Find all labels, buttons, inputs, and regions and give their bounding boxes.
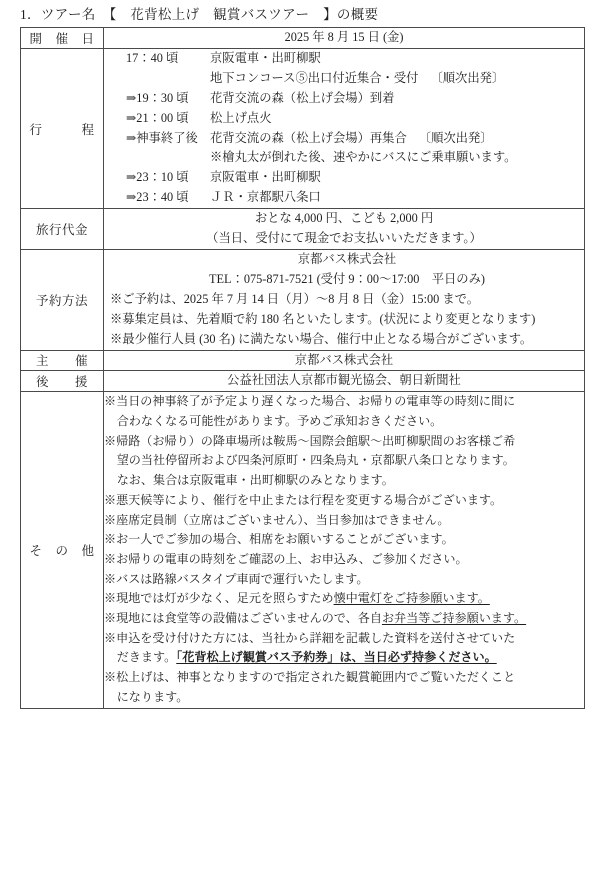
row-label-date: 開 催 日 xyxy=(21,28,104,49)
note-line xyxy=(104,550,584,570)
note-text: バスは路線バスタイプ車両で運行いたします。 xyxy=(116,571,369,586)
note-text: 申込を受け付けた方には、当社から詳細を記載した資料を送付させていた xyxy=(116,630,516,645)
row-label-fare: 旅行代金 xyxy=(21,209,104,250)
row-value-itinerary xyxy=(104,48,585,208)
itinerary-entry xyxy=(126,89,584,109)
note-line xyxy=(104,471,584,491)
itinerary-subline xyxy=(126,148,584,168)
note-text: 合わなくなる可能性があります。予めご承知おきください。 xyxy=(116,414,443,429)
row-label-booking: 予約方法 xyxy=(21,249,104,350)
note-text: お一人でご参加の場合、相席をお願いすることがございます。 xyxy=(116,532,454,547)
note-bullet-mark: ※ xyxy=(104,630,117,645)
note-line xyxy=(104,648,584,668)
note-line xyxy=(104,668,584,688)
note-bullet-mark: ※ xyxy=(104,551,117,566)
note-text: 帰路（お帰り）の降車場所は鞍馬〜国際会館駅〜出町柳駅間のお客様ご希 xyxy=(116,433,516,448)
note-bullet-mark: ※ xyxy=(104,394,117,409)
note-line xyxy=(104,432,584,452)
row-value-date: 2025 年 8 月 15 日 (金) xyxy=(104,28,585,49)
note-bullet-mark: ※ xyxy=(104,591,117,606)
table-row-support xyxy=(21,371,585,392)
itinerary-place: 京阪電車・出町柳駅 xyxy=(210,170,321,185)
note-bullet-mark: ※ xyxy=(104,611,117,626)
itinerary-entry xyxy=(126,129,584,149)
note-bullet-mark: ※ xyxy=(104,433,117,448)
note-bullet-mark: ※ xyxy=(104,492,117,507)
note-text: お帰りの電車の時刻をご確認の上、お申込み、ご参加ください。 xyxy=(116,551,468,566)
table-row-organizer xyxy=(21,350,585,371)
note-line xyxy=(104,589,584,609)
note-underlined-text: お弁当等ご持参願います。 xyxy=(381,611,527,626)
row-value-fare xyxy=(104,209,585,250)
note-line xyxy=(104,688,584,708)
itinerary-time: ⇒19：30 頃 xyxy=(126,90,189,105)
note-text: 当日の神事終了が予定より遅くなった場合、お帰りの電車等の時刻に間に xyxy=(116,394,516,409)
table-row-other xyxy=(21,392,585,708)
itinerary-place: 花背交流の森（松上げ会場）再集合 xyxy=(210,130,407,145)
note-text: 現地では灯が少なく、足元を照らすため xyxy=(116,591,334,606)
row-value-support: 公益社団法人京都市観光協会、朝日新聞社 xyxy=(104,371,585,392)
row-label-itinerary: 行 程 xyxy=(21,48,104,208)
booking-condition-line: ※募集定員は、先着順で約 180 名といたします。(状況により変更となります) xyxy=(110,311,536,326)
note-line xyxy=(104,511,584,531)
itinerary-list xyxy=(104,49,584,208)
itinerary-time: ⇒23：40 頃 xyxy=(126,190,189,205)
note-text: になります。 xyxy=(116,689,189,704)
note-line xyxy=(104,629,584,649)
note-bullet-mark: ※ xyxy=(104,532,117,547)
fare-line: おとな 4,000 円、こども 2,000 円 xyxy=(254,211,434,226)
note-text: 座席定員制（立席はございません）、当日参加はできません。 xyxy=(116,512,450,527)
itinerary-time: ⇒神事終了後 xyxy=(126,130,198,145)
booking-contact-line: 京都バス株式会社 xyxy=(297,251,397,266)
fare-line: （当日、受付にて現金でお支払いいただきます。） xyxy=(206,231,482,246)
page-title: 1．ツアー名 【 花背松上げ 観賞バスツアー 】の概要 xyxy=(20,7,379,22)
itinerary-note: 〔順次出発〕 xyxy=(430,70,505,85)
note-bullet-mark: ※ xyxy=(104,670,117,685)
note-line xyxy=(104,570,584,590)
notes-list xyxy=(104,392,584,707)
booking-condition-line: ※最少催行人員 (30 名) に満たない場合、催行中止となる場合がございます。 xyxy=(110,331,533,346)
itinerary-place: 京阪電車・出町柳駅 xyxy=(210,50,321,65)
table-row-booking xyxy=(21,249,585,350)
itinerary-time: ⇒23：10 頃 xyxy=(126,170,189,185)
note-text: 現地には食堂等の設備はございませんので、各自 xyxy=(116,611,382,626)
itinerary-entry xyxy=(126,49,584,69)
note-line xyxy=(104,451,584,471)
note-text: 悪天候等により、催行を中止または行程を変更する場合がございます。 xyxy=(116,492,503,507)
note-underlined-text: 懐中電灯をご持参願います。 xyxy=(333,591,490,606)
tour-overview-table xyxy=(20,27,585,709)
itinerary-note: 〔順次出発〕 xyxy=(418,130,493,145)
itinerary-place: 松上げ点火 xyxy=(210,110,272,125)
row-label-organizer: 主 催 xyxy=(21,350,104,371)
itinerary-place: 地下コンコース⑤出口付近集合・受付 xyxy=(210,70,419,85)
note-text: だきます。 xyxy=(116,650,177,665)
itinerary-entry xyxy=(126,188,584,208)
itinerary-subline xyxy=(126,69,584,89)
note-text: なお、集合は京阪電車・出町柳駅のみとなります。 xyxy=(116,473,394,488)
note-line xyxy=(104,609,584,629)
itinerary-place: ※檜丸太が倒れた後、速やかにバスにご乗車願います。 xyxy=(210,150,517,165)
row-value-other xyxy=(104,392,585,708)
itinerary-time: 17：40 頃 xyxy=(126,50,179,65)
note-bullet-mark: ※ xyxy=(104,512,117,527)
note-emphasis-text: 「花背松上げ観賞バス予約券」は、当日必ず持参ください。 xyxy=(176,650,497,665)
itinerary-entry xyxy=(126,109,584,129)
itinerary-time: ⇒21：00 頃 xyxy=(126,110,189,125)
fare-lines xyxy=(104,209,584,249)
note-text: 望の当社停留所および四条河原町・四条烏丸・京都駅八条口となります。 xyxy=(116,453,515,468)
itinerary-entry xyxy=(126,168,584,188)
table-row-fare xyxy=(21,209,585,250)
note-line xyxy=(104,491,584,511)
row-label-support: 後 援 xyxy=(21,371,104,392)
row-label-other: そ の 他 xyxy=(21,392,104,708)
table-row-date xyxy=(21,28,585,49)
booking-details xyxy=(104,250,584,350)
note-line xyxy=(104,530,584,550)
note-line xyxy=(104,392,584,412)
note-bullet-mark: ※ xyxy=(104,571,117,586)
note-line xyxy=(104,412,584,432)
note-text: 松上げは、神事となりますので指定された観賞範囲内でご覧いただくこと xyxy=(116,670,516,685)
table-row-itinerary xyxy=(21,48,585,208)
row-value-booking xyxy=(104,249,585,350)
row-value-organizer: 京都バス株式会社 xyxy=(104,350,585,371)
booking-contact-line: TEL：075-871-7521 (受付 9：00〜17:00 平日のみ) xyxy=(209,271,485,286)
booking-condition-line: ※ご予約は、2025 年 7 月 14 日（月）〜8 月 8 日（金）15:00 まで。 xyxy=(110,291,480,306)
itinerary-place: ＪＲ・京都駅八条口 xyxy=(210,190,321,205)
itinerary-place: 花背交流の森（松上げ会場）到着 xyxy=(210,90,395,105)
